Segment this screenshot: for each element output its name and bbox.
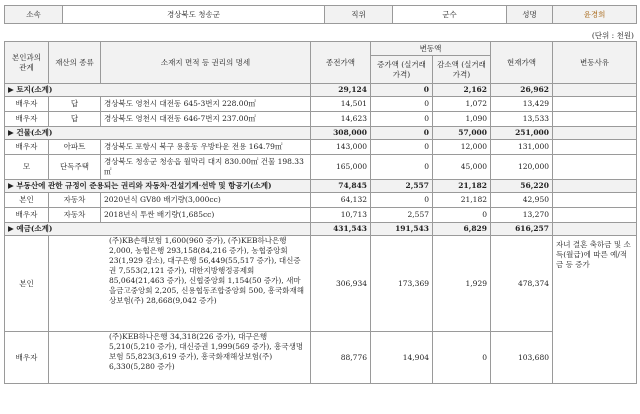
section-inc: 0 xyxy=(371,84,433,97)
section-dec: 2,162 xyxy=(433,84,491,97)
section-title: ▶ 건물(소계) xyxy=(5,127,311,140)
row-type: 자동차 xyxy=(49,208,101,223)
section-row-buildings xyxy=(5,127,637,140)
row-relation: 본인 xyxy=(5,193,49,208)
row-desc: (주)KB손해보험 1,600(960 증가), (주)KEB하나은행 2,000, 농협은행 293,158(84,216 증가), 농협중앙회 23(1,929 감소), 대구은행 56,449(55,517 증가), 대신증권 7,553(2,121 증가), 대한지방행정공제회 85,064(21,463 증가), 신협중앙회 1,154(50 증가), 새마을금고중앙회 2,205, 신용협동조합중앙회 500, 흥국화재해상보험(주) 28,668(9,042 증가) xyxy=(49,236,311,332)
section-inc: 191,543 xyxy=(371,223,433,236)
row-relation: 본인 xyxy=(5,236,49,332)
row-prev: 64,132 xyxy=(311,193,371,208)
affiliation-value: 경상북도 청송군 xyxy=(63,6,325,24)
row-type: 자동차 xyxy=(49,193,101,208)
table-row xyxy=(5,193,637,208)
row-relation: 배우자 xyxy=(5,97,49,112)
row-prev: 306,934 xyxy=(311,236,371,332)
row-dec: 1,090 xyxy=(433,112,491,127)
row-prev: 88,776 xyxy=(311,332,371,384)
section-dec: 21,182 xyxy=(433,180,491,193)
name-value: 윤경희 xyxy=(553,6,637,24)
row-inc: 0 xyxy=(371,97,433,112)
col-relation: 본인과의 관계 xyxy=(5,42,49,84)
section-dec: 57,000 xyxy=(433,127,491,140)
table-row xyxy=(5,155,637,180)
row-cur: 103,680 xyxy=(491,332,553,384)
section-inc: 2,557 xyxy=(371,180,433,193)
asset-change-table xyxy=(4,41,637,384)
row-cur: 13,429 xyxy=(491,97,553,112)
position-label: 직위 xyxy=(325,6,393,24)
col-reason: 변동사유 xyxy=(553,42,637,84)
row-prev: 14,501 xyxy=(311,97,371,112)
col-asset-type: 재산의 종류 xyxy=(49,42,101,84)
row-type: 답 xyxy=(49,97,101,112)
official-info-table xyxy=(4,5,637,24)
row-inc: 0 xyxy=(371,193,433,208)
row-prev: 14,623 xyxy=(311,112,371,127)
row-desc: 경상북도 청송군 청송읍 월막리 대지 830.00㎡ 건물 198.33㎡ xyxy=(101,155,311,180)
row-prev: 143,000 xyxy=(311,140,371,155)
row-cur: 42,950 xyxy=(491,193,553,208)
row-dec: 1,929 xyxy=(433,236,491,332)
row-cur: 478,374 xyxy=(491,236,553,332)
unit-note: (단위 : 천원) xyxy=(591,31,634,40)
row-relation: 배우자 xyxy=(5,112,49,127)
table-row xyxy=(5,236,637,332)
row-dec: 1,072 xyxy=(433,97,491,112)
section-inc: 0 xyxy=(371,127,433,140)
row-reason: 자녀 결혼 축하금 및 소득(월급)에 따른 예/적금 등 증가 xyxy=(553,236,637,384)
position-value: 군수 xyxy=(393,6,507,24)
row-cur: 120,000 xyxy=(491,155,553,180)
table-row xyxy=(5,140,637,155)
section-row-land xyxy=(5,84,637,97)
row-cur: 13,270 xyxy=(491,208,553,223)
col-change-group: 변동액 xyxy=(371,42,491,56)
row-dec: 0 xyxy=(433,332,491,384)
row-dec: 21,182 xyxy=(433,193,491,208)
row-desc: 경상북도 영천시 대전동 646-7번지 237.00㎡ xyxy=(101,112,311,127)
row-desc: (주)KEB하나은행 34,318(226 증가), 대구은행 5,210(5,210 증가), 대신증권 1,999(569 증가), 흥국생명보험 55,823(3,619 증가), 흥국화재해상보험(주) 6,330(5,280 증가) xyxy=(49,332,311,384)
col-location: 소재지 면적 등 권리의 명세 xyxy=(101,42,311,84)
row-cur: 131,000 xyxy=(491,140,553,155)
row-prev: 10,713 xyxy=(311,208,371,223)
section-cur: 26,962 xyxy=(491,84,553,97)
col-prev-value: 종전가액 xyxy=(311,42,371,84)
section-cur: 56,220 xyxy=(491,180,553,193)
section-title: ▶ 토지(소계) xyxy=(5,84,311,97)
row-type: 아파트 xyxy=(49,140,101,155)
row-desc: 경상북도 영천시 대전동 645-3번지 228.00㎡ xyxy=(101,97,311,112)
col-current-value: 현재가액 xyxy=(491,42,553,84)
row-desc: 2020년식 GV80 배기량(3,000cc) xyxy=(101,193,311,208)
section-dec: 6,829 xyxy=(433,223,491,236)
row-type: 단독주택 xyxy=(49,155,101,180)
section-prev: 29,124 xyxy=(311,84,371,97)
row-relation: 배우자 xyxy=(5,332,49,384)
row-type: 답 xyxy=(49,112,101,127)
table-row xyxy=(5,208,637,223)
row-inc: 14,904 xyxy=(371,332,433,384)
row-inc: 173,369 xyxy=(371,236,433,332)
col-decrease: 감소액 (실거래가격) xyxy=(433,56,491,84)
section-row-vehicles xyxy=(5,180,637,193)
row-inc: 0 xyxy=(371,112,433,127)
table-row xyxy=(5,112,637,127)
row-cur: 13,533 xyxy=(491,112,553,127)
section-prev: 308,000 xyxy=(311,127,371,140)
row-prev: 165,000 xyxy=(311,155,371,180)
table-row xyxy=(5,97,637,112)
row-inc: 0 xyxy=(371,155,433,180)
section-title: ▶ 부동산에 관한 규정이 준용되는 권리와 자동차·건설기계·선박 및 항공기(소계) xyxy=(5,180,311,193)
col-increase: 증가액 (실거래가격) xyxy=(371,56,433,84)
row-desc: 경상북도 포항시 북구 용흥동 우방타운 전용 164.79㎡ xyxy=(101,140,311,155)
section-title: ▶ 예금(소계) xyxy=(5,223,311,236)
table-row xyxy=(5,332,637,384)
row-inc: 0 xyxy=(371,140,433,155)
row-relation: 배우자 xyxy=(5,140,49,155)
row-dec: 0 xyxy=(433,208,491,223)
section-prev: 74,845 xyxy=(311,180,371,193)
row-relation: 배우자 xyxy=(5,208,49,223)
section-prev: 431,543 xyxy=(311,223,371,236)
section-cur: 616,257 xyxy=(491,223,553,236)
section-cur: 251,000 xyxy=(491,127,553,140)
section-row-deposits xyxy=(5,223,637,236)
row-dec: 12,000 xyxy=(433,140,491,155)
row-inc: 2,557 xyxy=(371,208,433,223)
name-label: 성명 xyxy=(507,6,553,24)
row-dec: 45,000 xyxy=(433,155,491,180)
row-desc: 2018년식 투싼 배기량(1,685cc) xyxy=(101,208,311,223)
row-relation: 모 xyxy=(5,155,49,180)
affiliation-label: 소속 xyxy=(5,6,63,24)
